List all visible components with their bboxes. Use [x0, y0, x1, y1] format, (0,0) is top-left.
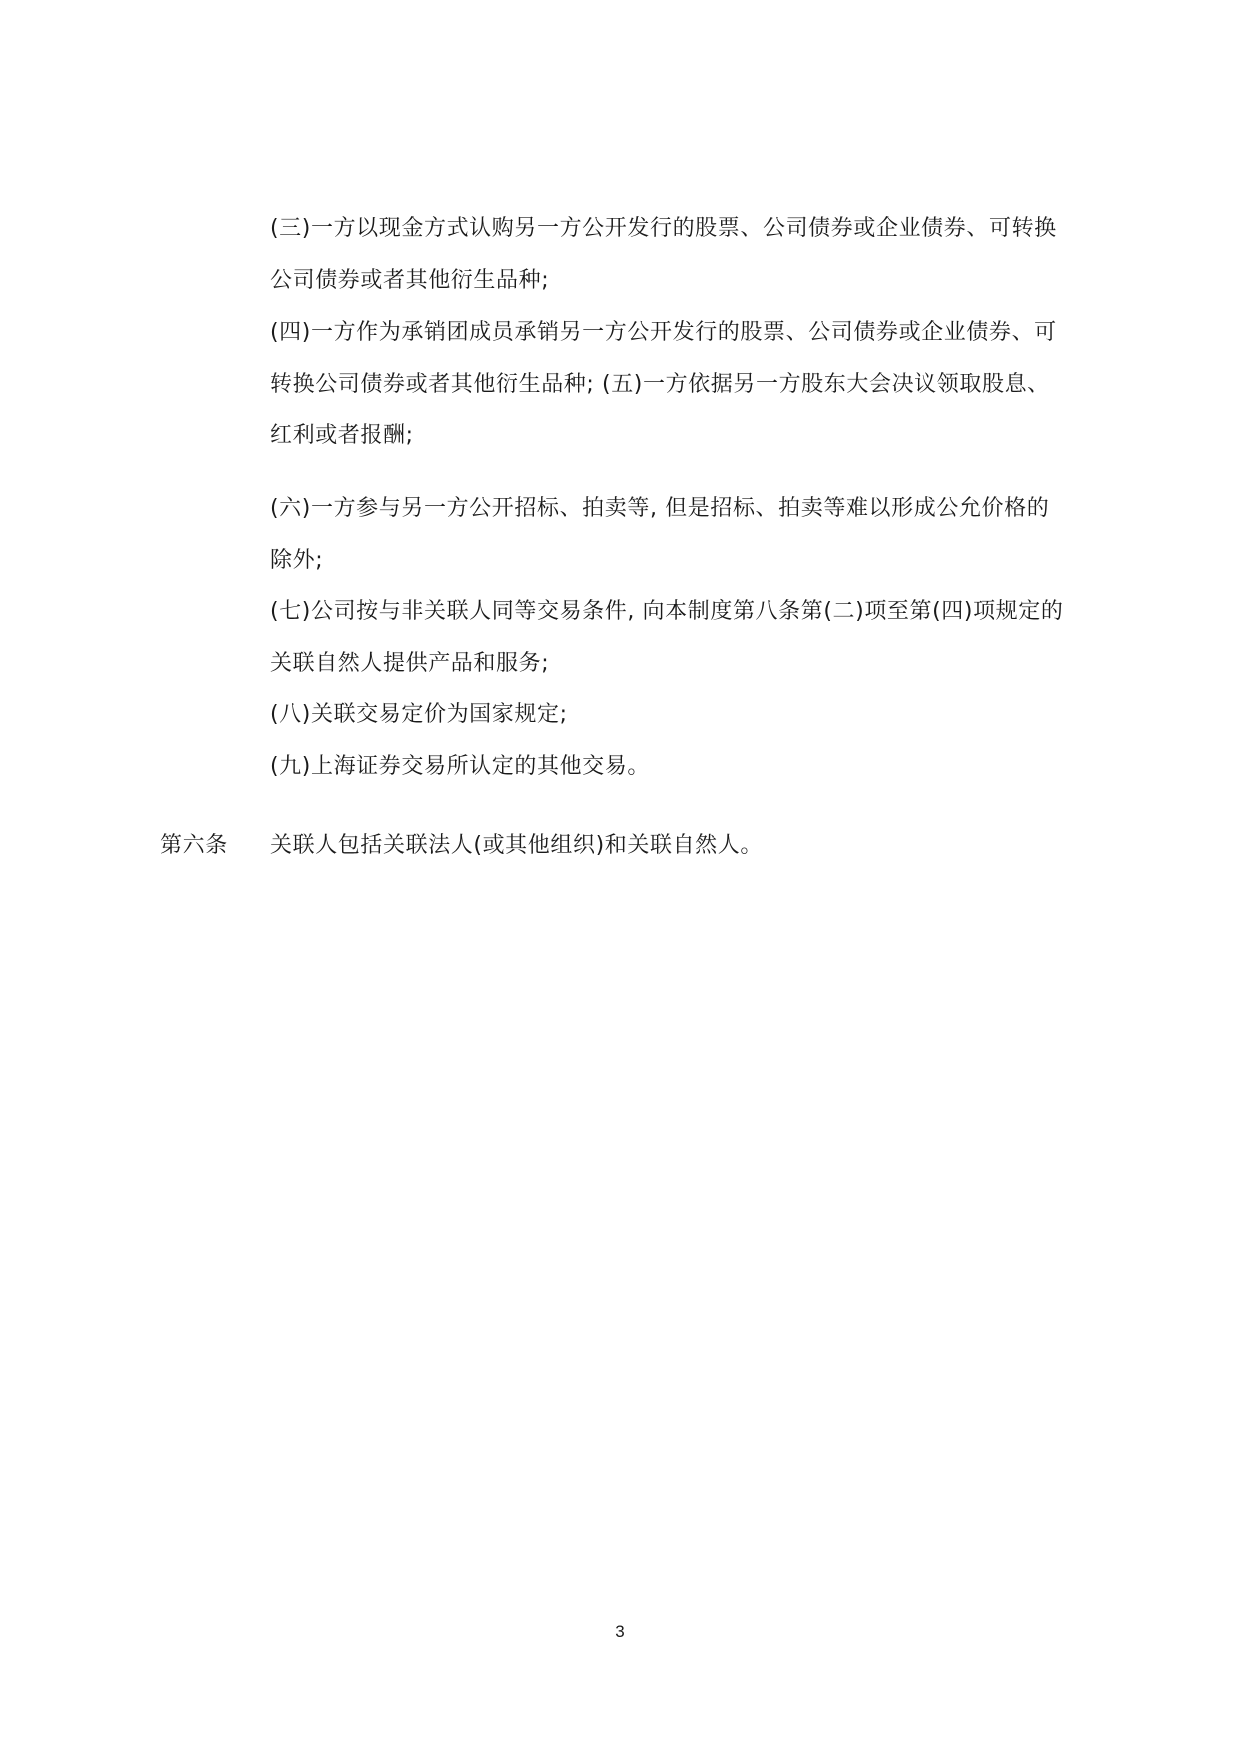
- clause-6-line-2: 除外;: [270, 548, 324, 573]
- clause-4-line-2: 转换公司债券或者其他衍生品种; (五)一方依据另一方股东大会决议领取股息、: [270, 372, 1050, 397]
- clause-8-line: (八)关联交易定价为国家规定;: [270, 702, 568, 727]
- clause-6-line-1: (六)一方参与另一方公开招标、拍卖等, 但是招标、拍卖等难以形成公允价格的: [270, 496, 1050, 521]
- article-text: 关联人包括关联法人(或其他组织)和关联自然人。: [270, 833, 763, 858]
- clause-9-line: (九)上海证券交易所认定的其他交易。: [270, 754, 650, 779]
- clause-3-line-2: 公司债券或者其他衍生品种;: [270, 268, 550, 293]
- article-label: 第六条: [160, 833, 228, 858]
- clause-7-line-1: (七)公司按与非关联人同等交易条件, 向本制度第八条第(二)项至第(四)项规定的: [270, 599, 1064, 624]
- clause-5-line-2: 红利或者报酬;: [270, 423, 414, 448]
- clause-7-line-2: 关联自然人提供产品和服务;: [270, 651, 550, 676]
- page-number: 3: [615, 1622, 625, 1641]
- clause-4-line-1: (四)一方作为承销团成员承销另一方公开发行的股票、公司债券或企业债券、可: [270, 320, 1057, 345]
- clause-3-line-1: (三)一方以现金方式认购另一方公开发行的股票、公司债券或企业债券、可转换: [270, 216, 1057, 241]
